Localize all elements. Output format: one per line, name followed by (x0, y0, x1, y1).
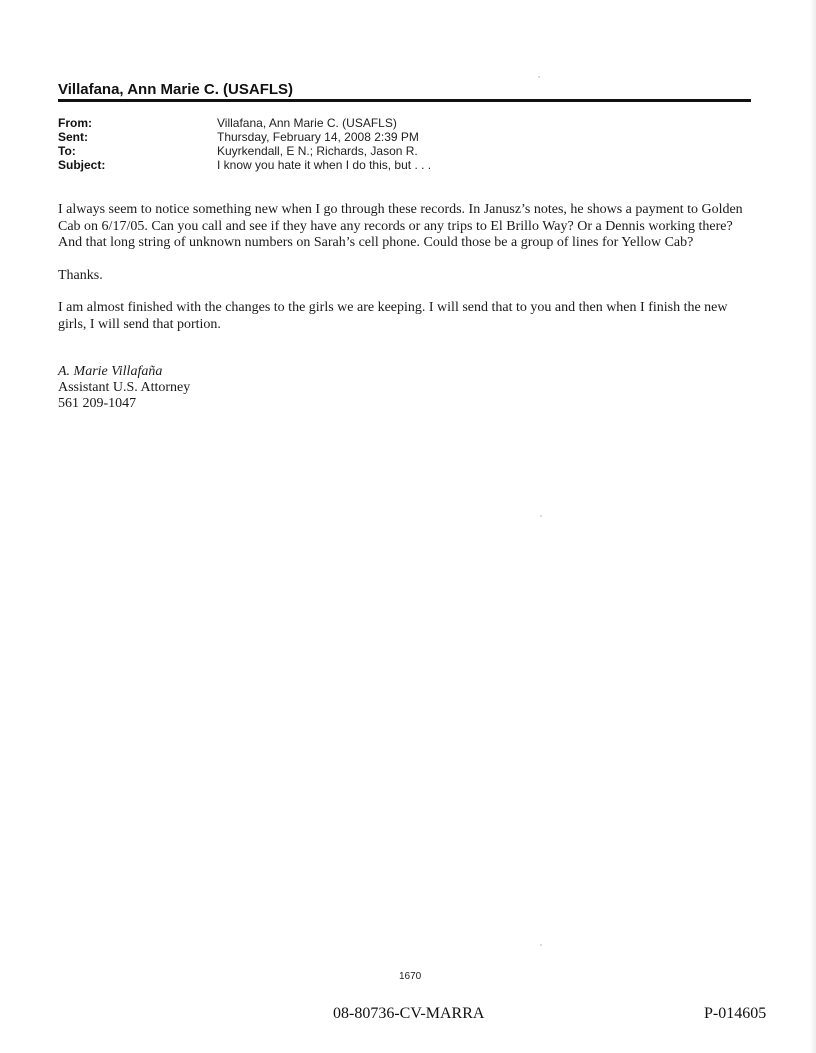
header-rule (58, 99, 751, 102)
bates-number: P-014605 (704, 1005, 767, 1022)
signature-block (58, 364, 190, 412)
case-number: 08-80736-CV-MARRA (333, 1005, 485, 1022)
sent-value: Thursday, February 14, 2008 2:39 PM (217, 130, 419, 144)
signature-name: A. Marie Villafaña (58, 364, 163, 379)
page-number: 1670 (399, 971, 422, 982)
signature-phone: 561 209-1047 (58, 396, 137, 411)
to-value: Kuyrkendall, E N.; Richards, Jason R. (217, 144, 418, 158)
from-label: From: (58, 116, 92, 130)
scan-speck (540, 944, 542, 946)
scan-speck (540, 515, 542, 517)
body-paragraph-records: I always seem to notice something new when I go through these records. In Janusz’s notes, he shows a payment to Golden Cab on 6/17/05. Can you call and see if they have any records or any trips to El Brillo Way? Or a Dennis working there? And that long string of unknown numbers on Sarah’s cell phone. Could those be a group of lines for Yellow Cab? (58, 202, 743, 250)
email-body (58, 202, 758, 349)
sent-label: Sent: (58, 130, 88, 144)
subject-value: I know you hate it when I do this, but . . . (217, 158, 432, 172)
body-paragraph-changes: I am almost finished with the changes to the girls we are keeping. I will send that to you and then when I finish the new girls, I will send that portion. (58, 300, 728, 332)
body-paragraph-thanks: Thanks. (58, 267, 103, 283)
signature-title: Assistant U.S. Attorney (58, 380, 191, 395)
to-label: To: (58, 144, 76, 158)
page-edge-shadow (810, 0, 816, 1053)
sender-name-heading: Villafana, Ann Marie C. (USAFLS) (58, 81, 294, 98)
from-value: Villafana, Ann Marie C. (USAFLS) (217, 116, 397, 130)
email-header-fields (58, 116, 637, 172)
subject-label: Subject: (58, 158, 106, 172)
scan-speck (538, 76, 540, 78)
